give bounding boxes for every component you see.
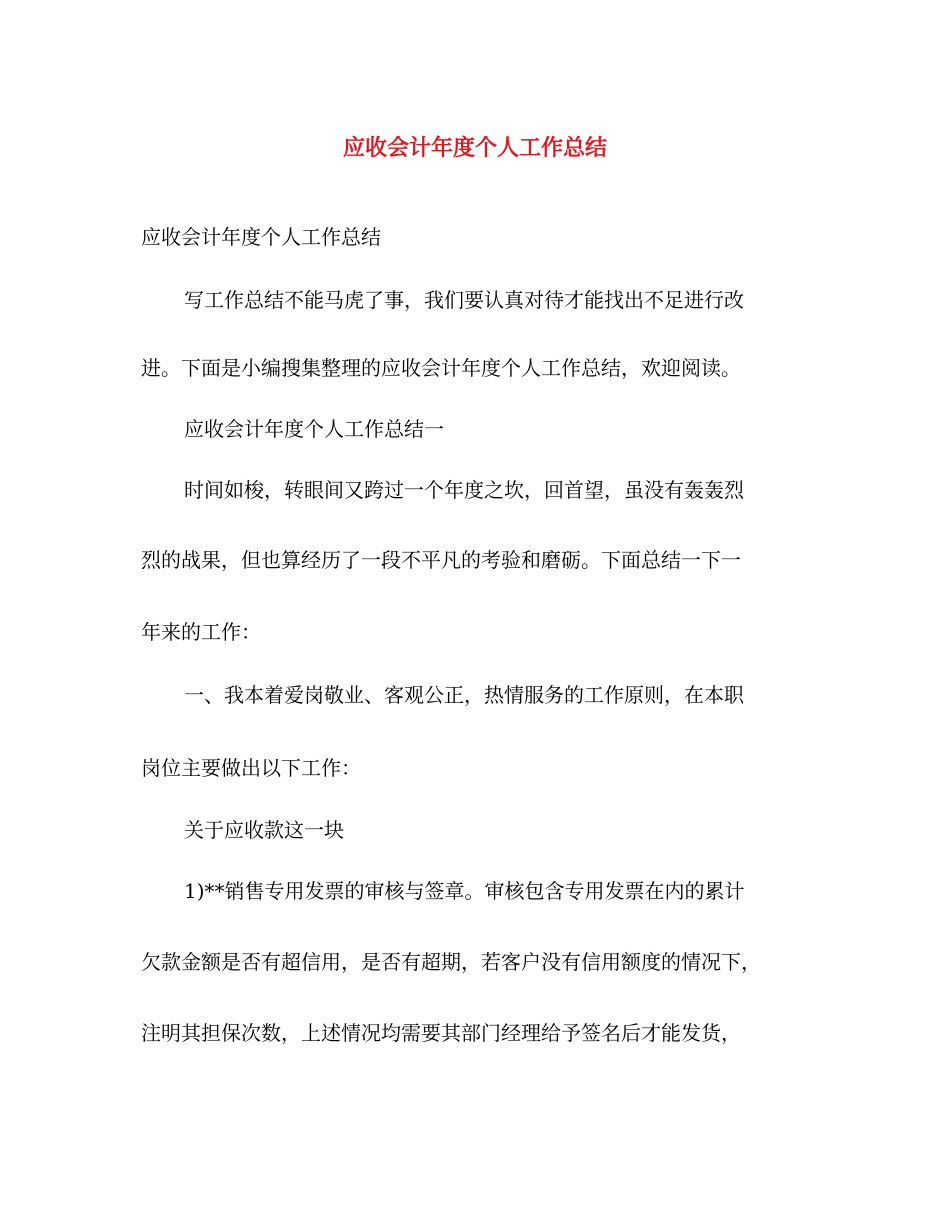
paragraph-line: 1)**销售专用发票的审核与签章。审核包含专用发票在内的累计	[184, 879, 745, 903]
subtitle-line: 应收会计年度个人工作总结	[141, 225, 381, 249]
section-heading: 应收会计年度个人工作总结一	[184, 417, 444, 441]
paragraph-line: 写工作总结不能马虎了事，我们要认真对待才能找出不足进行改	[184, 288, 744, 312]
document-title: 应收会计年度个人工作总结	[342, 136, 607, 161]
paragraph-line: 欠款金额是否有超信用，是否有超期，若客户没有信用额度的情况下，	[141, 950, 761, 974]
paragraph-line: 一、我本着爱岗敬业、客观公正，热情服务的工作原则，在本职	[184, 683, 744, 707]
paragraph-line: 进。下面是小编搜集整理的应收会计年度个人工作总结，欢迎阅读。	[141, 356, 741, 380]
paragraph-line: 岗位主要做出以下工作：	[141, 756, 361, 780]
section-heading: 关于应收款这一块	[184, 818, 344, 842]
paragraph-line: 注明其担保次数，上述情况均需要其部门经理给予签名后才能发货，	[141, 1021, 741, 1045]
paragraph-line: 年来的工作：	[141, 620, 261, 644]
paragraph-line: 时间如梭，转眼间又跨过一个年度之坎，回首望，虽没有轰轰烈	[184, 478, 744, 502]
paragraph-line: 烈的战果，但也算经历了一段不平凡的考验和磨砺。下面总结一下一	[141, 548, 741, 572]
